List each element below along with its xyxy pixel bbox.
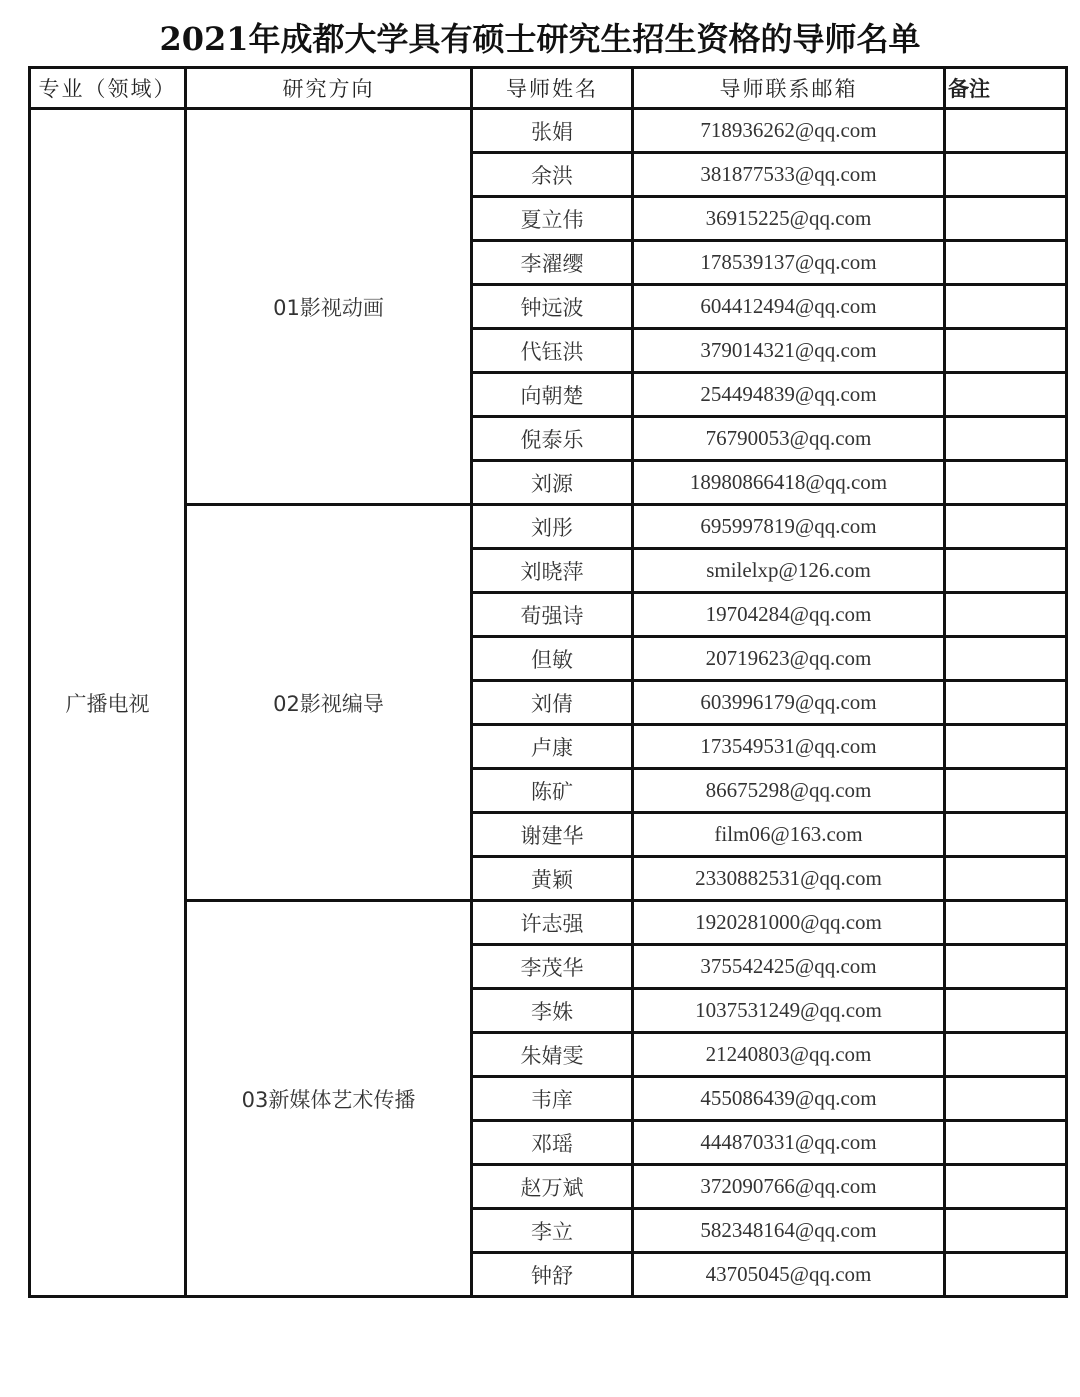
advisor-email-cell: 21240803@qq.com xyxy=(633,1033,945,1077)
research-direction-cell: 03新媒体艺术传播 xyxy=(186,901,472,1297)
advisor-name-cell: 刘源 xyxy=(472,461,633,505)
advisor-table xyxy=(28,66,1068,1298)
advisor-email-cell: 76790053@qq.com xyxy=(633,417,945,461)
remark-cell xyxy=(945,725,1067,769)
advisor-email-cell: 603996179@qq.com xyxy=(633,681,945,725)
advisor-name-cell: 刘晓萍 xyxy=(472,549,633,593)
advisor-email-cell: 43705045@qq.com xyxy=(633,1253,945,1297)
advisor-name-cell: 李濯缨 xyxy=(472,241,633,285)
advisor-name-cell: 赵万斌 xyxy=(472,1165,633,1209)
advisor-email-cell: 178539137@qq.com xyxy=(633,241,945,285)
remark-cell xyxy=(945,637,1067,681)
advisor-name-cell: 谢建华 xyxy=(472,813,633,857)
remark-cell xyxy=(945,373,1067,417)
remark-cell xyxy=(945,241,1067,285)
advisor-email-cell: 375542425@qq.com xyxy=(633,945,945,989)
remark-cell xyxy=(945,417,1067,461)
remark-cell xyxy=(945,857,1067,901)
remark-cell xyxy=(945,153,1067,197)
remark-cell xyxy=(945,285,1067,329)
table-row xyxy=(30,109,1067,153)
advisor-name-cell: 卢康 xyxy=(472,725,633,769)
remark-cell xyxy=(945,593,1067,637)
remark-cell xyxy=(945,901,1067,945)
advisor-email-cell: 86675298@qq.com xyxy=(633,769,945,813)
advisor-email-cell: 20719623@qq.com xyxy=(633,637,945,681)
advisor-name-cell: 刘彤 xyxy=(472,505,633,549)
remark-cell xyxy=(945,989,1067,1033)
remark-cell xyxy=(945,769,1067,813)
document-title: 2021年成都大学具有硕士研究生招生资格的导师名单 xyxy=(159,20,921,58)
advisor-email-cell: 455086439@qq.com xyxy=(633,1077,945,1121)
major-cell: 广播电视 xyxy=(30,109,186,1297)
advisor-name-cell: 李姝 xyxy=(472,989,633,1033)
research-direction-cell: 02影视编导 xyxy=(186,505,472,901)
advisor-name-cell: 黄颖 xyxy=(472,857,633,901)
advisor-name-cell: 李茂华 xyxy=(472,945,633,989)
table-body xyxy=(30,109,1067,1297)
advisor-name-cell: 钟舒 xyxy=(472,1253,633,1297)
advisor-email-cell: 18980866418@qq.com xyxy=(633,461,945,505)
header-remark: 备注 xyxy=(945,68,1067,109)
advisor-name-cell: 代钰洪 xyxy=(472,329,633,373)
advisor-email-cell: 695997819@qq.com xyxy=(633,505,945,549)
research-direction-cell: 01影视动画 xyxy=(186,109,472,505)
advisor-name-cell: 陈矿 xyxy=(472,769,633,813)
remark-cell xyxy=(945,1209,1067,1253)
remark-cell xyxy=(945,1165,1067,1209)
remark-cell xyxy=(945,1121,1067,1165)
remark-cell xyxy=(945,1253,1067,1297)
remark-cell xyxy=(945,945,1067,989)
advisor-name-cell: 张娟 xyxy=(472,109,633,153)
header-direction: 研究方向 xyxy=(186,68,472,109)
remark-cell xyxy=(945,1033,1067,1077)
advisor-email-cell: 19704284@qq.com xyxy=(633,593,945,637)
advisor-name-cell: 向朝楚 xyxy=(472,373,633,417)
advisor-name-cell: 刘倩 xyxy=(472,681,633,725)
advisor-name-cell: 邓瑶 xyxy=(472,1121,633,1165)
header-email: 导师联系邮箱 xyxy=(633,68,945,109)
advisor-name-cell: 韦庠 xyxy=(472,1077,633,1121)
advisor-email-cell: film06@163.com xyxy=(633,813,945,857)
remark-cell xyxy=(945,109,1067,153)
advisor-name-cell: 倪泰乐 xyxy=(472,417,633,461)
header-major: 专业（领域） xyxy=(30,68,186,109)
remark-cell xyxy=(945,813,1067,857)
remark-cell xyxy=(945,1077,1067,1121)
advisor-email-cell: 254494839@qq.com xyxy=(633,373,945,417)
header-name: 导师姓名 xyxy=(472,68,633,109)
advisor-email-cell: 173549531@qq.com xyxy=(633,725,945,769)
table-header-row xyxy=(30,68,1067,109)
remark-cell xyxy=(945,505,1067,549)
advisor-email-cell: smilelxp@126.com xyxy=(633,549,945,593)
advisor-name-cell: 余洪 xyxy=(472,153,633,197)
advisor-email-cell: 582348164@qq.com xyxy=(633,1209,945,1253)
remark-cell xyxy=(945,329,1067,373)
table-row xyxy=(30,901,1067,945)
advisor-email-cell: 718936262@qq.com xyxy=(633,109,945,153)
advisor-name-cell: 荀强诗 xyxy=(472,593,633,637)
advisor-email-cell: 1037531249@qq.com xyxy=(633,989,945,1033)
advisor-name-cell: 钟远波 xyxy=(472,285,633,329)
advisor-email-cell: 379014321@qq.com xyxy=(633,329,945,373)
table-row xyxy=(30,505,1067,549)
advisor-email-cell: 1920281000@qq.com xyxy=(633,901,945,945)
remark-cell xyxy=(945,461,1067,505)
advisor-name-cell: 朱婧雯 xyxy=(472,1033,633,1077)
advisor-email-cell: 2330882531@qq.com xyxy=(633,857,945,901)
advisor-name-cell: 许志强 xyxy=(472,901,633,945)
advisor-email-cell: 604412494@qq.com xyxy=(633,285,945,329)
advisor-name-cell: 夏立伟 xyxy=(472,197,633,241)
remark-cell xyxy=(945,549,1067,593)
remark-cell xyxy=(945,197,1067,241)
advisor-name-cell: 但敏 xyxy=(472,637,633,681)
advisor-email-cell: 36915225@qq.com xyxy=(633,197,945,241)
remark-cell xyxy=(945,681,1067,725)
advisor-name-cell: 李立 xyxy=(472,1209,633,1253)
advisor-email-cell: 372090766@qq.com xyxy=(633,1165,945,1209)
advisor-email-cell: 381877533@qq.com xyxy=(633,153,945,197)
advisor-email-cell: 444870331@qq.com xyxy=(633,1121,945,1165)
